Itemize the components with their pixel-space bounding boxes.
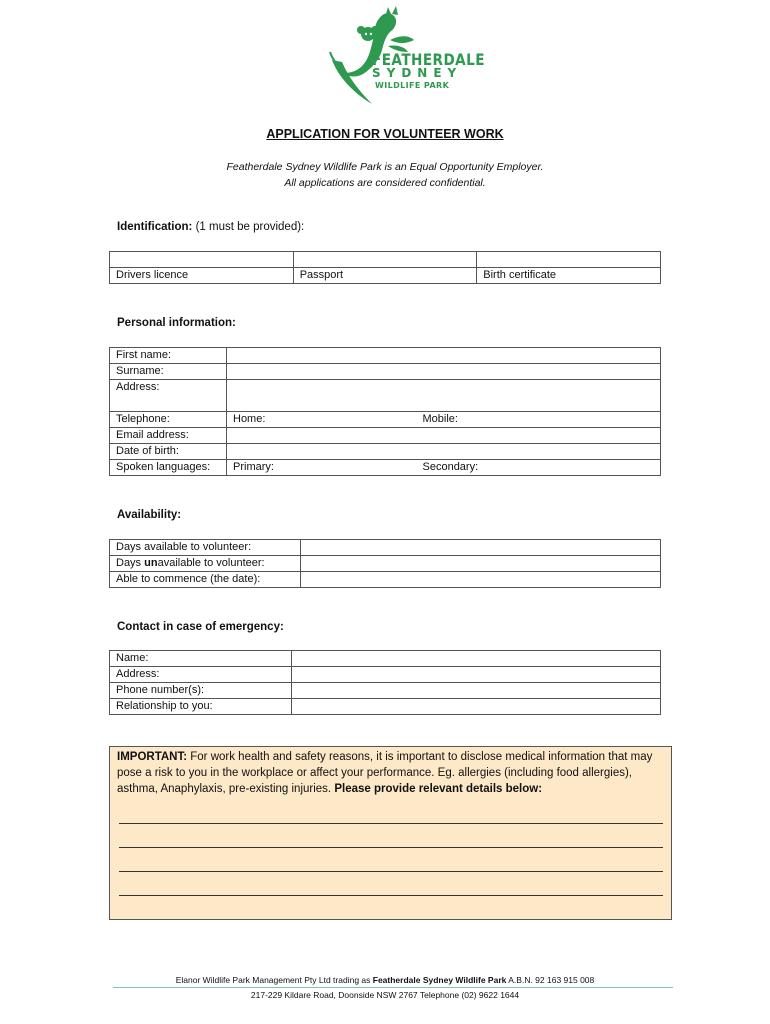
- days-available-field[interactable]: [301, 540, 661, 556]
- drivers-licence-field[interactable]: [110, 252, 294, 268]
- home-phone-label: Home:: [233, 413, 266, 425]
- logo-wordmark-sydney: SYDNEY: [372, 66, 463, 80]
- surname-field[interactable]: [227, 364, 661, 380]
- emergency-phone-field[interactable]: [292, 683, 661, 699]
- personal-information-table: [109, 347, 661, 476]
- availability-heading: Availability:: [117, 509, 182, 521]
- commence-date-field[interactable]: [301, 572, 661, 588]
- emergency-relationship-field[interactable]: [292, 699, 661, 715]
- birth-certificate-field[interactable]: [477, 252, 661, 268]
- medical-disclosure-box: [109, 746, 672, 920]
- mobile-phone-label: Mobile:: [422, 413, 458, 425]
- emergency-name-field[interactable]: [292, 651, 661, 667]
- secondary-language-field[interactable]: [417, 460, 661, 476]
- passport-field[interactable]: [293, 252, 477, 268]
- footer-address-line: 217-229 Kildare Road, Doonside NSW 2767 Telephone (02) 9622 1644: [250, 990, 520, 1000]
- days-unavailable-field[interactable]: [301, 556, 661, 572]
- first-name-field[interactable]: [227, 348, 661, 364]
- page-title: APPLICATION FOR VOLUNTEER WORK: [266, 127, 504, 141]
- address-field[interactable]: [227, 380, 661, 412]
- commence-date-label: Able to commence (the date):: [110, 572, 301, 588]
- primary-language-label: Primary:: [233, 461, 274, 473]
- logo-wordmark-wildlife-park: WILDLIFE PARK: [375, 81, 450, 90]
- emergency-contact-table: [109, 650, 661, 715]
- footer-divider: [113, 987, 673, 988]
- telephone-label: Telephone:: [110, 412, 227, 428]
- identification-table: [109, 251, 661, 284]
- emergency-phone-label: Phone number(s):: [110, 683, 292, 699]
- emergency-contact-heading: Contact in case of emergency:: [117, 621, 284, 633]
- email-label: Email address:: [110, 428, 227, 444]
- first-name-label: First name:: [110, 348, 227, 364]
- medical-disclosure-text: IMPORTANT: For work health and safety reasons, it is important to disclose medical information that may pose a risk to you in the workplace or affect your performance. Eg. allergies (including food allergies), asthma, Anaphylaxis, pre-existing injuries. Please provide relevant details below:: [117, 751, 653, 795]
- surname-label: Surname:: [110, 364, 227, 380]
- medical-details-line-3[interactable]: [119, 871, 663, 872]
- emergency-name-label: Name:: [110, 651, 292, 667]
- emergency-address-label: Address:: [110, 667, 292, 683]
- availability-table: [109, 539, 661, 588]
- mobile-phone-field[interactable]: [417, 412, 661, 428]
- confidential-note: All applications are considered confidential.: [284, 177, 486, 189]
- emergency-address-field[interactable]: [292, 667, 661, 683]
- birth-certificate-label: Birth certificate: [477, 268, 661, 284]
- emergency-relationship-label: Relationship to you:: [110, 699, 292, 715]
- medical-details-line-2[interactable]: [119, 847, 663, 848]
- email-field[interactable]: [227, 428, 661, 444]
- identification-heading: Identification: (1 must be provided):: [117, 221, 305, 233]
- footer-company-line: Elanor Wildlife Park Management Pty Ltd trading as Featherdale Sydney Wildlife Park A.B.N. 92 163 915 008: [175, 975, 595, 985]
- medical-details-line-4[interactable]: [119, 895, 663, 896]
- personal-information-heading: Personal information:: [117, 317, 236, 329]
- home-phone-field[interactable]: [227, 412, 417, 428]
- days-available-label: Days available to volunteer:: [110, 540, 301, 556]
- passport-label: Passport: [293, 268, 477, 284]
- date-of-birth-field[interactable]: [227, 444, 661, 460]
- logo-wordmark-featherdale: FEATHERDALE: [372, 50, 485, 69]
- days-unavailable-label: Days unavailable to volunteer:: [110, 556, 301, 572]
- secondary-language-label: Secondary:: [422, 461, 479, 473]
- drivers-licence-label: Drivers licence: [110, 268, 294, 284]
- medical-details-line-1[interactable]: [119, 823, 663, 824]
- equal-opportunity-note: Featherdale Sydney Wildlife Park is an Equal Opportunity Employer.: [226, 161, 544, 173]
- primary-language-field[interactable]: [227, 460, 417, 476]
- date-of-birth-label: Date of birth:: [110, 444, 227, 460]
- address-label: Address:: [110, 380, 227, 412]
- spoken-languages-label: Spoken languages:: [110, 460, 227, 476]
